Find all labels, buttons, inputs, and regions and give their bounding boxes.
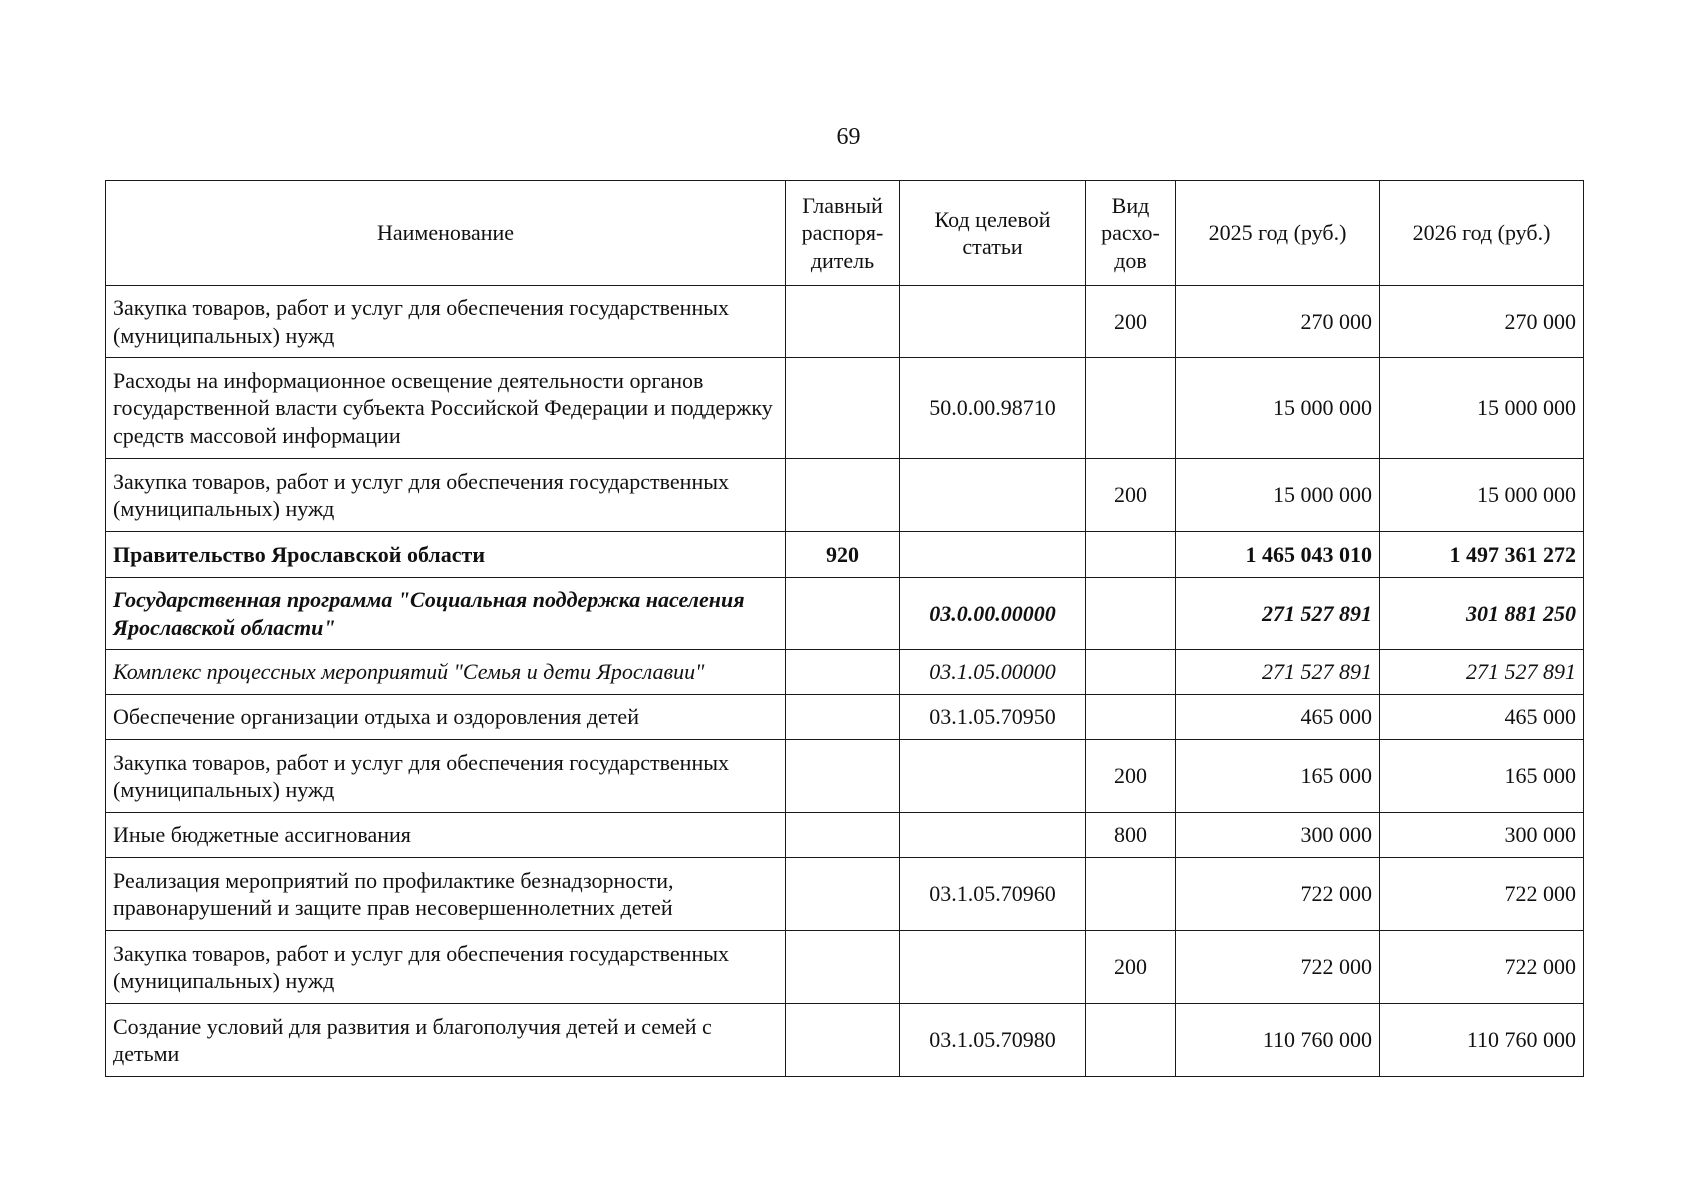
row-expense-type	[1086, 578, 1176, 650]
row-amount-2026: 301 881 250	[1380, 578, 1584, 650]
row-name: Правительство Ярославской области	[106, 532, 786, 578]
row-grbs	[786, 740, 900, 813]
table-row	[106, 740, 1584, 813]
row-code	[900, 459, 1086, 532]
page-number: 69	[836, 124, 861, 150]
row-name: Закупка товаров, работ и услуг для обеспечения государственных (муниципальных) нужд	[106, 931, 786, 1004]
row-name: Иные бюджетные ассигнования	[106, 813, 786, 858]
row-name: Обеспечение организации отдыха и оздоровления детей	[106, 695, 786, 740]
table-row	[106, 358, 1584, 459]
table-row	[106, 532, 1584, 578]
row-amount-2025: 270 000	[1176, 286, 1380, 358]
row-amount-2026: 271 527 891	[1380, 650, 1584, 695]
row-grbs	[786, 286, 900, 358]
table-row	[106, 459, 1584, 532]
row-grbs	[786, 813, 900, 858]
row-code	[900, 286, 1086, 358]
row-code: 03.1.05.70980	[900, 1004, 1086, 1077]
row-code	[900, 931, 1086, 1004]
row-grbs	[786, 578, 900, 650]
row-grbs: 920	[786, 532, 900, 578]
row-amount-2026: 110 760 000	[1380, 1004, 1584, 1077]
row-code: 03.1.05.70960	[900, 858, 1086, 931]
table-row	[106, 931, 1584, 1004]
table-header	[106, 181, 1584, 286]
row-expense-type	[1086, 650, 1176, 695]
row-expense-type	[1086, 695, 1176, 740]
row-grbs	[786, 1004, 900, 1077]
row-amount-2026: 1 497 361 272	[1380, 532, 1584, 578]
row-code	[900, 813, 1086, 858]
row-amount-2026: 15 000 000	[1380, 459, 1584, 532]
row-amount-2026: 270 000	[1380, 286, 1584, 358]
row-grbs	[786, 858, 900, 931]
row-grbs	[786, 650, 900, 695]
row-name: Создание условий для развития и благополучия детей и семей с детьми	[106, 1004, 786, 1077]
row-name: Закупка товаров, работ и услуг для обеспечения государственных (муниципальных) нужд	[106, 286, 786, 358]
row-expense-type: 200	[1086, 931, 1176, 1004]
row-name: Расходы на информационное освещение деятельности органов государственной власти субъекта Российской Федерации и поддержку средств массовой информации	[106, 358, 786, 459]
row-expense-type: 200	[1086, 459, 1176, 532]
row-amount-2025: 271 527 891	[1176, 578, 1380, 650]
row-expense-type	[1086, 358, 1176, 459]
row-expense-type	[1086, 532, 1176, 578]
row-grbs	[786, 459, 900, 532]
row-grbs	[786, 358, 900, 459]
header-name: Наименование	[106, 181, 786, 286]
table-row	[106, 1004, 1584, 1077]
row-name: Комплекс процессных мероприятий "Семья и дети Ярославии"	[106, 650, 786, 695]
budget-table	[105, 180, 1584, 1077]
row-expense-type: 800	[1086, 813, 1176, 858]
row-amount-2025: 465 000	[1176, 695, 1380, 740]
table-row	[106, 286, 1584, 358]
header-2026: 2026 год (руб.)	[1380, 181, 1584, 286]
row-amount-2026: 300 000	[1380, 813, 1584, 858]
table-row	[106, 578, 1584, 650]
row-expense-type: 200	[1086, 286, 1176, 358]
header-code: Код целевой статьи	[900, 181, 1086, 286]
row-grbs	[786, 931, 900, 1004]
row-expense-type: 200	[1086, 740, 1176, 813]
row-amount-2025: 15 000 000	[1176, 358, 1380, 459]
row-code	[900, 740, 1086, 813]
row-amount-2025: 165 000	[1176, 740, 1380, 813]
table-row	[106, 858, 1584, 931]
row-code	[900, 532, 1086, 578]
row-amount-2026: 15 000 000	[1380, 358, 1584, 459]
table-row	[106, 650, 1584, 695]
header-grbs: Главный распоря-дитель	[786, 181, 900, 286]
row-grbs	[786, 695, 900, 740]
row-code: 50.0.00.98710	[900, 358, 1086, 459]
row-expense-type	[1086, 1004, 1176, 1077]
row-amount-2026: 722 000	[1380, 858, 1584, 931]
row-name: Закупка товаров, работ и услуг для обеспечения государственных (муниципальных) нужд	[106, 740, 786, 813]
row-amount-2026: 165 000	[1380, 740, 1584, 813]
row-name: Закупка товаров, работ и услуг для обеспечения государственных (муниципальных) нужд	[106, 459, 786, 532]
header-expense-type: Вид расхо-дов	[1086, 181, 1176, 286]
row-name: Государственная программа "Социальная поддержка населения Ярославской области"	[106, 578, 786, 650]
table-row	[106, 813, 1584, 858]
row-expense-type	[1086, 858, 1176, 931]
row-amount-2025: 300 000	[1176, 813, 1380, 858]
row-amount-2025: 110 760 000	[1176, 1004, 1380, 1077]
row-amount-2026: 722 000	[1380, 931, 1584, 1004]
row-amount-2025: 722 000	[1176, 931, 1380, 1004]
row-code: 03.1.05.70950	[900, 695, 1086, 740]
row-code: 03.1.05.00000	[900, 650, 1086, 695]
table-row	[106, 695, 1584, 740]
row-name: Реализация мероприятий по профилактике безнадзорности, правонарушений и защите прав несовершеннолетних детей	[106, 858, 786, 931]
row-amount-2025: 1 465 043 010	[1176, 532, 1380, 578]
header-2025: 2025 год (руб.)	[1176, 181, 1380, 286]
row-amount-2025: 722 000	[1176, 858, 1380, 931]
table-body	[106, 286, 1584, 1077]
row-amount-2025: 15 000 000	[1176, 459, 1380, 532]
row-amount-2025: 271 527 891	[1176, 650, 1380, 695]
row-code: 03.0.00.00000	[900, 578, 1086, 650]
row-amount-2026: 465 000	[1380, 695, 1584, 740]
